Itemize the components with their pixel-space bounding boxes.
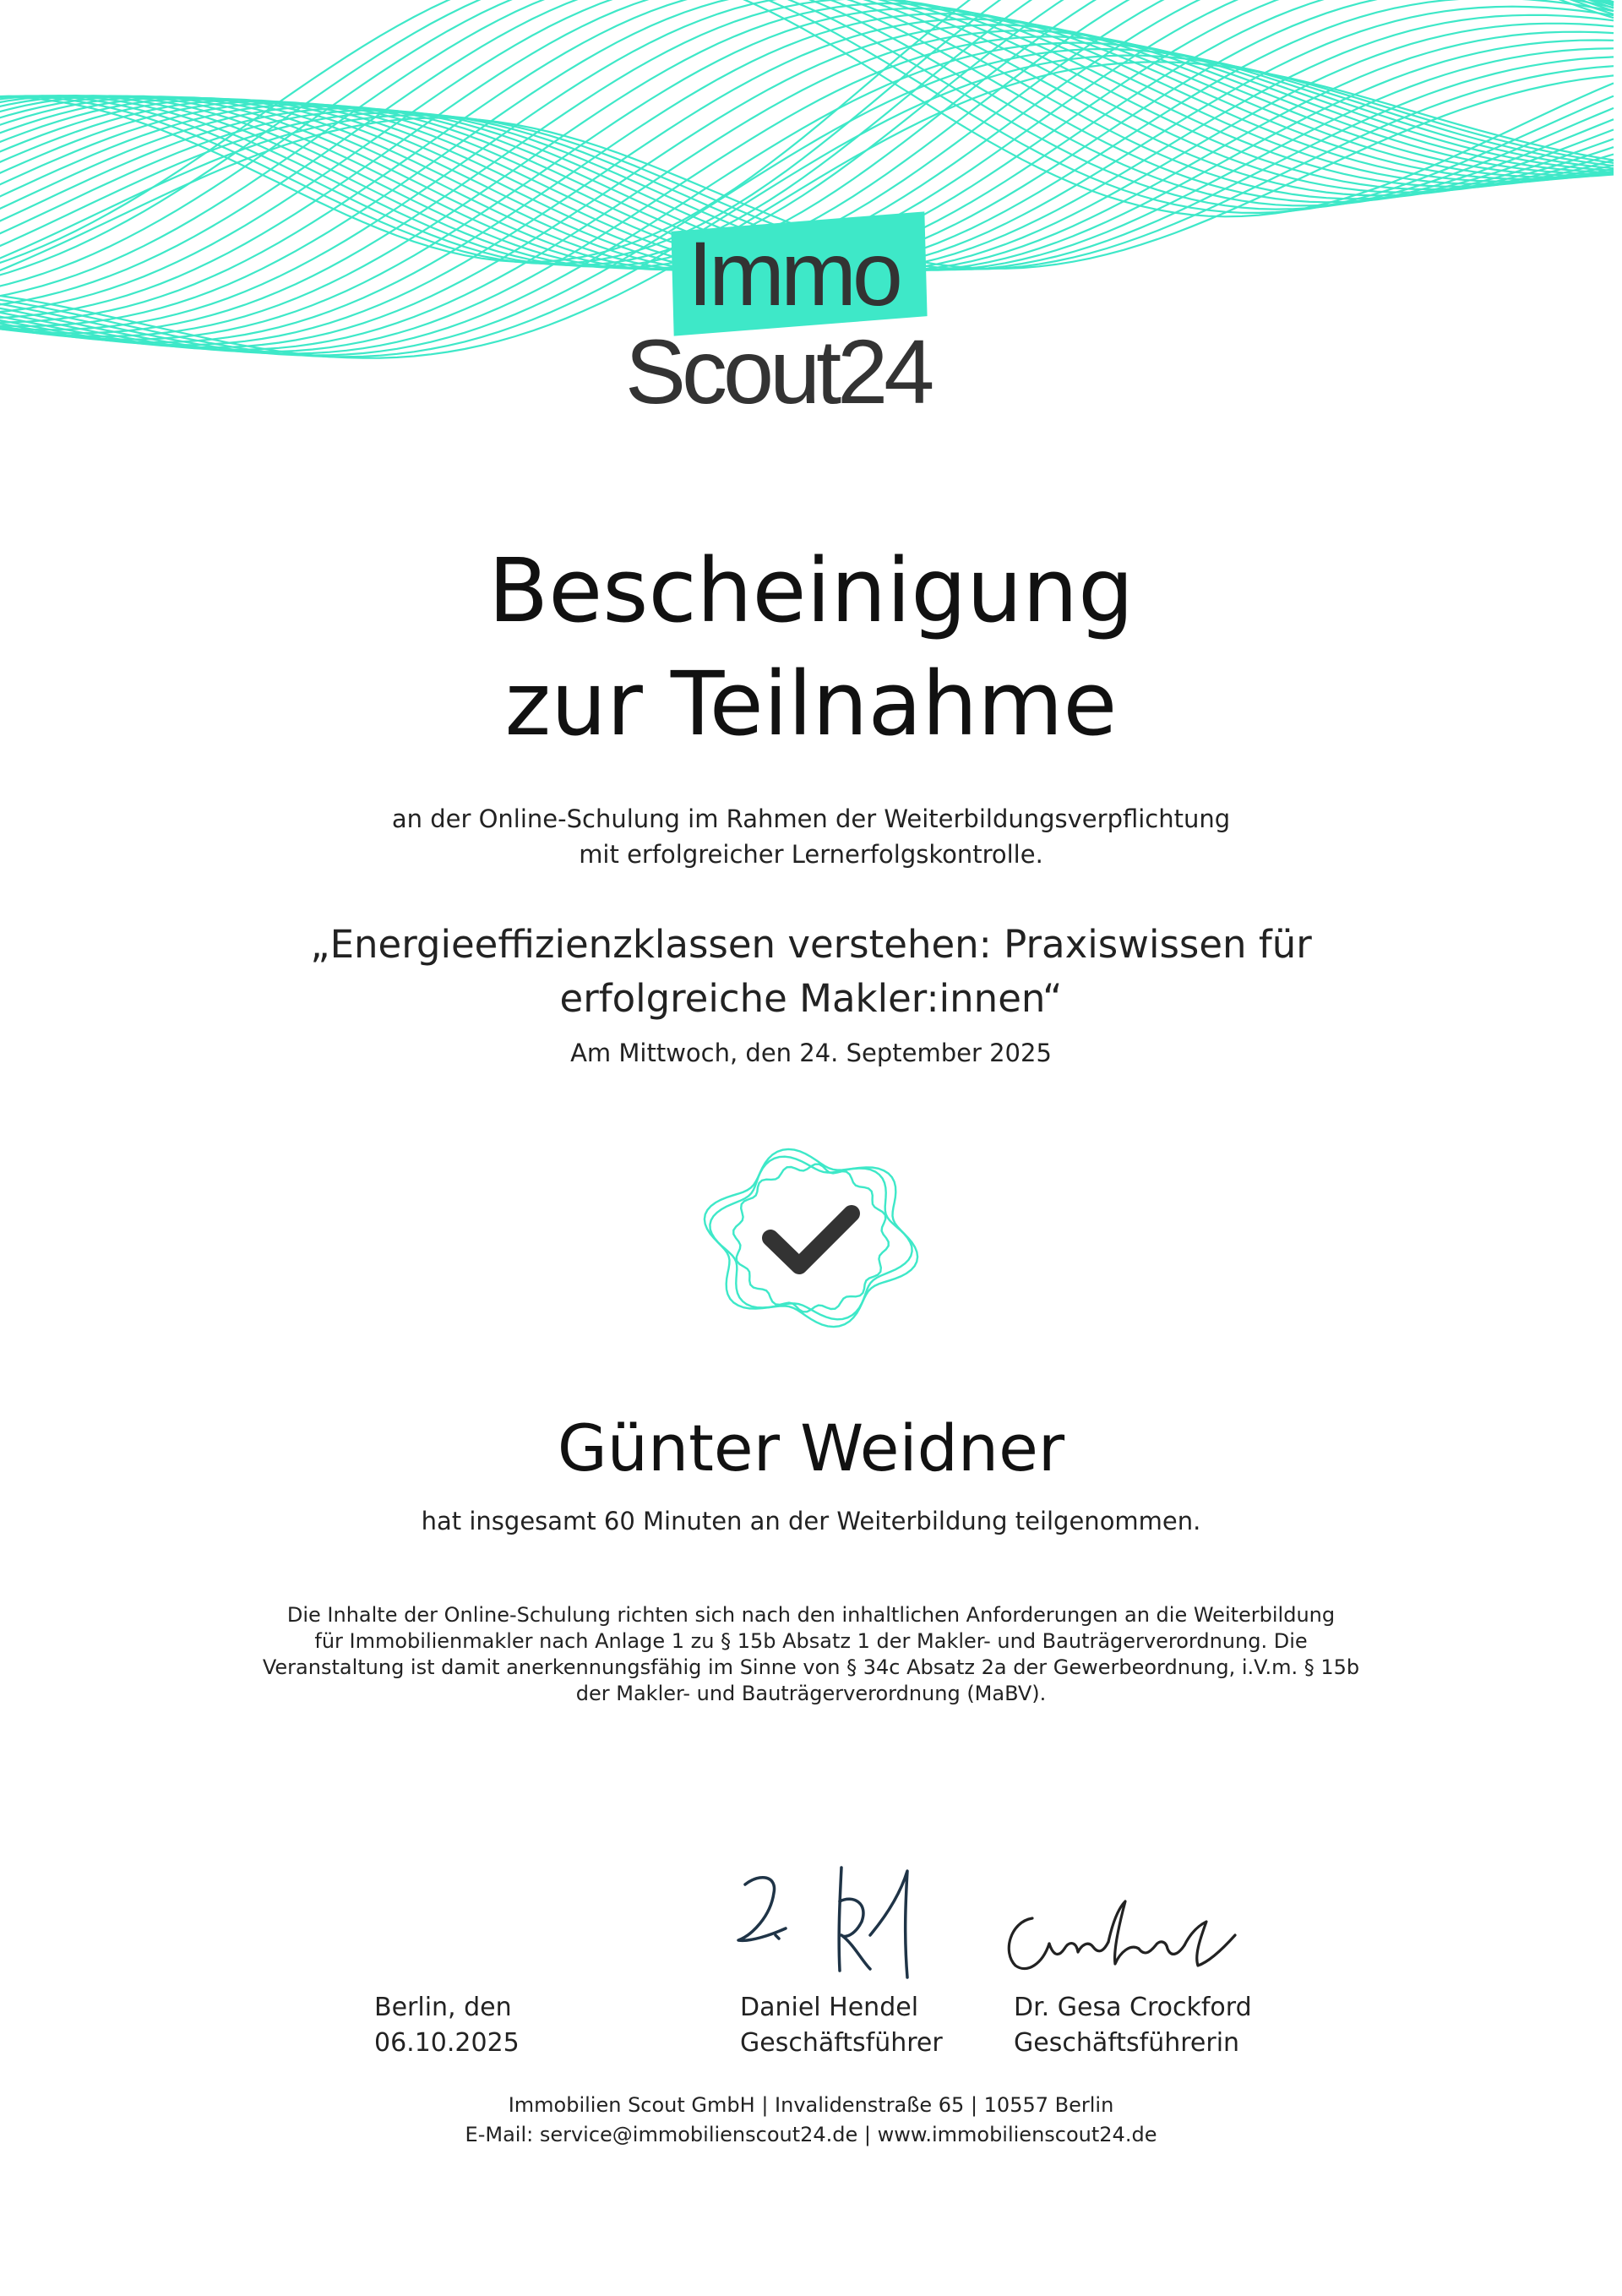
course-line-2: erfolgreiche Makler:innen“ [559, 976, 1063, 1021]
checkmark-icon [770, 1213, 852, 1266]
title-line-2: zur Teilnahme [504, 652, 1118, 755]
signer-1-name: Daniel Hendel [740, 1993, 919, 2022]
intro-line-1: an der Online-Schulung im Rahmen der Weiterbildungsverpflichtung [391, 804, 1231, 833]
footer-contact: E-Mail: service@immobilienscout24.de | www.immobilienscout24.de [465, 2123, 1157, 2146]
signer-1 [740, 1990, 943, 2061]
signing-place: Berlin, den [374, 1993, 512, 2022]
signer-2-role: Geschäftsführerin [1014, 2028, 1240, 2058]
course-date: Am Mittwoch, den 24. September 2025 [570, 1039, 1052, 1067]
intro-line-2: mit erfolgreicher Lernerfolgskontrolle. [579, 840, 1043, 869]
signer-2-name: Dr. Gesa Crockford [1014, 1993, 1252, 2022]
signature-stroke [1009, 1918, 1049, 1969]
legal-line: für Immobilienmakler nach Anlage 1 zu § 15b Absatz 1 der Makler- und Bauträgerverordnung. Die [314, 1629, 1308, 1653]
immoscout24-logo [625, 203, 997, 423]
intro-text [0, 801, 1622, 872]
certificate-title [0, 534, 1622, 761]
signature-stroke [1108, 1901, 1139, 1964]
check-seal-icon [701, 1141, 921, 1335]
logo-text-scout24: Scout24 [625, 320, 931, 423]
footer [0, 2091, 1622, 2150]
seal-ring-middle [710, 1157, 912, 1320]
signature-stroke [1049, 1942, 1108, 1955]
signer-2 [1014, 1990, 1252, 2061]
legal-line: Veranstaltung ist damit anerkennungsfähig im Sinne von § 34c Absatz 2a der Gewerbeordnung, i.V.m. § 15b [262, 1655, 1360, 1679]
signature-daniel-hendel [727, 1851, 946, 1986]
legal-line: Die Inhalte der Online-Schulung richten sich nach den inhaltlichen Anforderungen an die Weiterbildung [286, 1603, 1336, 1627]
signer-1-role: Geschäftsführer [740, 2028, 943, 2058]
legal-notice [0, 1602, 1622, 1707]
signature-stroke [1139, 1942, 1184, 1954]
signature-stroke [1184, 1922, 1235, 1966]
footer-address: Immobilien Scout GmbH | Invalidenstraße 65 | 10557 Berlin [508, 2093, 1114, 2117]
seal-ring-inner [733, 1164, 888, 1312]
signing-place-date [374, 1990, 520, 2061]
signing-date: 06.10.2025 [374, 2028, 520, 2058]
logo-text-immo: Immo [688, 222, 899, 324]
participation-duration: hat insgesamt 60 Minuten an der Weiterbildung teilgenommen. [421, 1507, 1201, 1535]
legal-line: der Makler- und Bauträgerverordnung (MaBV). [575, 1682, 1047, 1705]
course-title [0, 918, 1622, 1026]
title-line-1: Bescheinigung [487, 539, 1135, 642]
course-line-1: „Energieeffizienzklassen verstehen: Praxiswissen für [310, 922, 1312, 967]
signature-gesa-crockford [999, 1893, 1252, 1986]
participant-name: Günter Weidner [557, 1410, 1065, 1486]
